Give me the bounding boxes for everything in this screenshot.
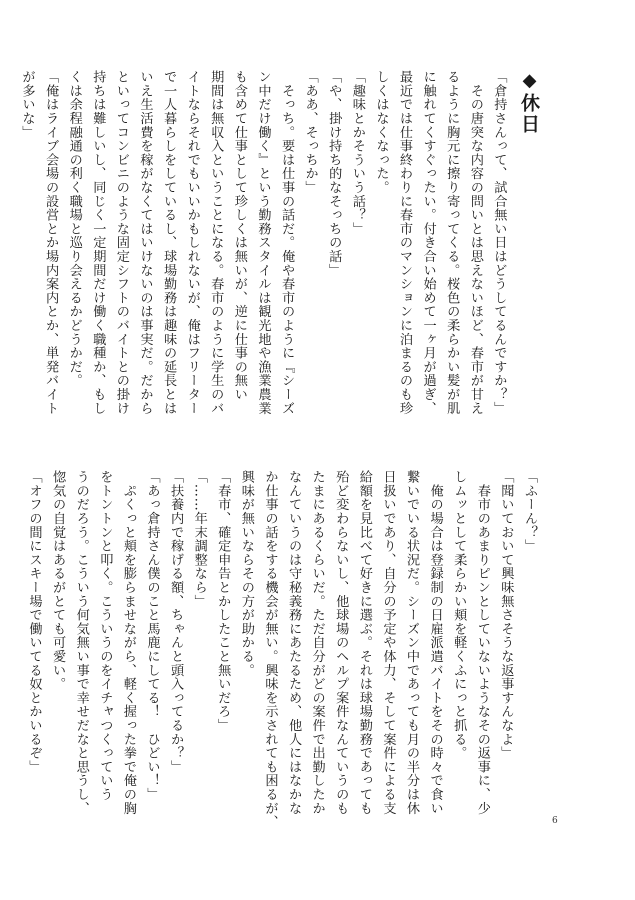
text-line: ぷくっと頬を膨らませながら、軽く握った拳で俺の胸: [120, 470, 136, 815]
text-line: も含めて仕事として珍しくは無いが、逆に仕事の無い: [231, 70, 247, 402]
text-line: が多いな」: [19, 70, 35, 139]
text-line: に触れてくすぐったい。付き合い始めて一ヶ月が過ぎ、: [420, 70, 436, 415]
section-heading: [516, 70, 541, 417]
text-line: 給額を見比べて好きに選ぶ。それは球場勤務であっても: [356, 470, 372, 815]
text-line: いえ生活費を稼がなくてはいけないのは事実だ。だから: [137, 70, 153, 415]
text-line: 持ちは難しいし、同じく一定期間だけ働く職種か、もし: [90, 70, 106, 415]
text-line: 「……年末調整なら」: [191, 470, 207, 608]
text-line: 繋いでいる状況だ。シーズン中であっても月の半分は休: [404, 470, 420, 815]
text-line: くは余程融通の利く職場と巡り会えるかどうかだ。: [66, 70, 82, 388]
text-line: か仕事の話をする機会が無い。興味を示されても困るが、: [262, 470, 278, 829]
text-line: 春市のあまりピンとしていないようなその返事に、少: [474, 470, 490, 815]
text-block-top: [19, 70, 541, 417]
text-line: しくはなくなった。: [373, 70, 389, 195]
text-line: 「春市、確定申告とかしたこと無いだろ」: [215, 470, 231, 733]
text-line: 「倉持さんって、試合無い日はどうしてるんですか？」: [491, 70, 507, 415]
text-block-bottom: [26, 470, 541, 829]
text-line: 「ああ、そっちか」: [302, 70, 318, 195]
text-line: るように胸元に擦り寄ってくる。桜色の柔らかい髪が肌: [444, 70, 460, 415]
text-line: しムッとして柔らかい頬を軽くふにっと抓る。: [451, 470, 467, 760]
text-line: 殆ど変わらないし、他球場のヘルプ案件なんていうのも: [333, 470, 349, 815]
text-line: そっち。要は仕事の話だ。俺や春市のように『シーズ: [279, 70, 295, 415]
text-line: 興味が無いならその方が助かる。: [238, 470, 254, 677]
text-line: 「オフの間にスキー場で働いてる奴とかいるぞ」: [26, 470, 42, 774]
text-line: 期間は無収入ということになる。春市のように学生のバ: [208, 70, 224, 415]
text-line: イトならそれでもいいかもしれないが、俺はフリーター: [184, 70, 200, 415]
text-line: 「ふーん？」: [522, 470, 537, 553]
text-line: 「あっ倉持さん僕のこと馬鹿にしてる！ ひどい！」: [144, 470, 160, 802]
text-line: 最近では仕事終わりに春市のマンションに泊まるのも珍: [397, 70, 413, 415]
text-line: で一人暮らしをしているし、球場勤務は趣味の延長とは: [161, 70, 177, 415]
text-line: 「趣味とかそういう話？」: [349, 70, 365, 236]
text-line: 「扶養内で稼げる額、ちゃんと頭入ってるか？」: [168, 470, 184, 774]
text-line: うのだろう。こういう何気無い事で幸せだなと思うし、: [73, 470, 89, 815]
text-line: 「俺はライブ会場の設営とか場内案内とか、単発バイト: [43, 70, 59, 415]
text-line: をトントンと叩く。こういうのをイチャつくっていう: [97, 470, 113, 802]
text-line: ン中だけ働く』という勤務スタイルは観光地や漁業農業: [255, 70, 271, 415]
text-line: といってコンビニのような固定シフトのバイトとの掛け: [113, 70, 129, 415]
diamond-icon: ◆: [519, 70, 540, 93]
page-number: 6: [552, 816, 558, 826]
text-line: 俺の場合は登録制の日雇派遣バイトをその時々で食い: [427, 470, 443, 815]
text-line: 惚気の自覚はあるがとても可愛い。: [50, 470, 66, 691]
text-line: たまにあるくらいだ。ただ自分がどの案件で出勤したか: [309, 470, 325, 815]
text-line: 「聞いておいて興味無さそうな返事すんなよ」: [498, 470, 514, 760]
text-line: その唐突な内容の問いとは思えないほど、春市が甘え: [467, 70, 483, 415]
text-line: 「や、掛け持ち的なそっちの話」: [326, 70, 342, 277]
section-title: 休日: [518, 93, 540, 135]
text-line: なんていうのは守秘義務にあたるため、他人にはなかな: [286, 470, 302, 815]
text-line: 日扱いであり、自分の予定や体力、そして案件による支: [380, 470, 396, 815]
